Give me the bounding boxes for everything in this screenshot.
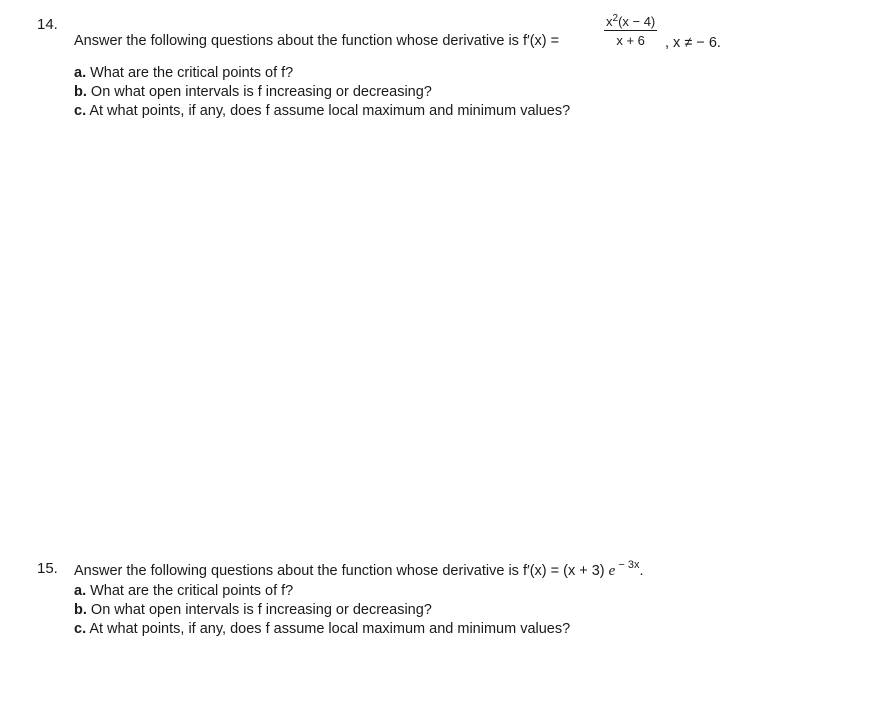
part-text: What are the critical points of f? [86,65,294,81]
problem-15-part-c [74,621,570,637]
problem-15-part-a [74,583,293,599]
problem-14-intro: Answer the following questions about the function whose derivative is f′(x) = [74,33,560,49]
numerator-exponent: 2 [612,13,619,24]
numerator-rest: (x − 4) [618,14,656,29]
part-text: On what open intervals is f increasing or decreasing? [86,602,432,618]
part-text: At what points, if any, does f assume local maximum and minimum values? [86,103,571,119]
problem-14-condition: , x ≠ − 6. [665,35,721,51]
problem-14-part-c [74,103,570,119]
euler-e: e [608,563,616,579]
part-text: What are the critical points of f? [86,583,294,599]
part-letter: b. [74,602,87,618]
part-text: At what points, if any, does f assume local maximum and minimum values? [86,621,571,637]
numerator-base: x [606,14,613,29]
fraction-numerator [604,14,657,31]
part-letter: c. [74,621,87,637]
part-text: On what open intervals is f increasing or decreasing? [86,84,432,100]
problem-15-part-b [74,602,432,618]
part-letter: b. [74,84,87,100]
problem-14-number: 14. [37,16,58,33]
part-letter: c. [74,103,87,119]
problem-15-number: 15. [37,560,58,577]
problem-14-part-b [74,84,432,100]
part-letter: a. [74,65,87,81]
problem-14-part-a [74,65,293,81]
exponent: − 3x [615,559,640,571]
problem-15-intro [74,559,644,580]
problem-14-fraction [604,14,657,48]
part-letter: a. [74,583,87,599]
period: . [639,563,644,579]
problem-15-intro-text: Answer the following questions about the function whose derivative is f′(x) = (x + 3) [74,563,609,579]
fraction-denominator: x + 6 [616,33,645,48]
